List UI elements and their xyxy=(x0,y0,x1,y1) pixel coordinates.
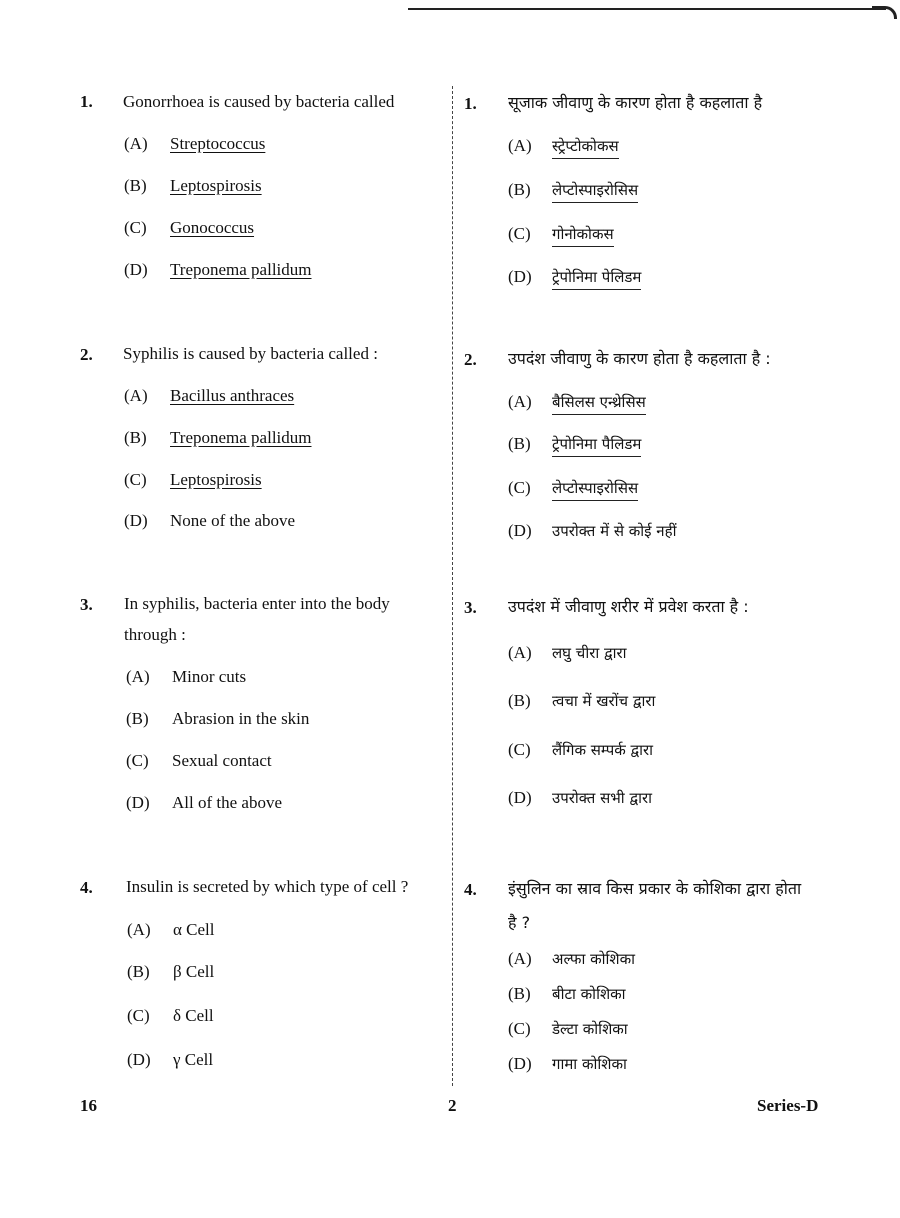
option-a: (A) Streptococcus xyxy=(124,134,266,153)
question-text: In syphilis, bacteria enter into the body through : xyxy=(124,594,390,644)
option-c: (C) लैंगिक सम्पर्क द्वारा xyxy=(508,740,654,759)
option-c: (C) δ Cell xyxy=(127,1006,214,1025)
column-divider xyxy=(452,86,453,1086)
footer-sheet-number: 2 xyxy=(448,1096,457,1115)
question-text: उपदंश जीवाणु के कारण होता है कहलाता है : xyxy=(508,349,771,368)
option-a: (A) लघु चीरा द्वारा xyxy=(508,643,627,662)
question-number: 2. xyxy=(464,350,477,369)
question-number: 2. xyxy=(80,345,93,364)
option-c: (C) डेल्टा कोशिका xyxy=(508,1019,628,1038)
option-d: (D) All of the above xyxy=(126,793,282,812)
option-d: (D) गामा कोशिका xyxy=(508,1054,627,1073)
option-c: (C) गोनोकोकस xyxy=(508,224,614,244)
option-a: (A) Bacillus anthraces xyxy=(124,386,295,405)
option-b: (B) Treponema pallidum xyxy=(124,428,312,447)
question-text: इंसुलिन का स्राव किस प्रकार के कोशिका द्वारा होता है ? xyxy=(508,879,802,932)
question-text: Syphilis is caused by bacteria called : xyxy=(123,344,378,363)
top-hook-mark xyxy=(872,6,897,19)
question-text: उपदंश में जीवाणु शरीर में प्रवेश करता है : xyxy=(508,597,749,616)
option-a: (A) α Cell xyxy=(127,920,215,939)
option-b: (B) लेप्टोस्पाइरोसिस xyxy=(508,180,638,200)
option-b: (B) Leptospirosis xyxy=(124,176,262,195)
option-a: (A) अल्फा कोशिका xyxy=(508,949,636,968)
question-text: Insulin is secreted by which type of cell ? xyxy=(126,877,409,896)
footer-series-label: Series-D xyxy=(757,1096,819,1115)
option-d: (D) ट्रेपोनिमा पेलिडम xyxy=(508,267,641,287)
question-number: 4. xyxy=(464,880,477,899)
option-b: (B) बीटा कोशिका xyxy=(508,984,626,1003)
option-d: (D) उपरोक्त में से कोई नहीं xyxy=(508,521,677,540)
option-d: (D) Treponema pallidum xyxy=(124,260,312,279)
question-number: 1. xyxy=(464,94,477,113)
option-a: (A) बैसिलस एन्थ्रेसिस xyxy=(508,392,646,412)
option-d: (D) None of the above xyxy=(124,511,296,530)
question-number: 4. xyxy=(80,878,93,897)
option-b: (B) Abrasion in the skin xyxy=(126,709,310,728)
footer-page-number: 16 xyxy=(80,1096,97,1115)
option-d: (D) γ Cell xyxy=(127,1050,214,1069)
option-c: (C) Gonococcus xyxy=(124,218,255,237)
question-number: 3. xyxy=(464,598,477,617)
question-text: Gonorrhoea is caused by bacteria called xyxy=(123,92,395,111)
question-number: 1. xyxy=(80,92,93,111)
option-c: (C) Leptospirosis xyxy=(124,470,262,489)
option-b: (B) β Cell xyxy=(127,962,215,981)
option-c: (C) लेप्टोस्पाइरोसिस xyxy=(508,478,638,498)
top-rule xyxy=(408,8,886,10)
option-b: (B) त्वचा में खरोंच द्वारा xyxy=(508,691,656,710)
option-a: (A) स्ट्रेप्टोकोकस xyxy=(508,136,619,156)
option-d: (D) उपरोक्त सभी द्वारा xyxy=(508,788,652,807)
option-b: (B) ट्रेपोनिमा पैलिडम xyxy=(508,434,641,454)
option-c: (C) Sexual contact xyxy=(126,751,272,770)
option-a: (A) Minor cuts xyxy=(126,667,247,686)
question-number: 3. xyxy=(80,595,93,614)
question-text: सूजाक जीवाणु के कारण होता है कहलाता है xyxy=(508,93,763,112)
